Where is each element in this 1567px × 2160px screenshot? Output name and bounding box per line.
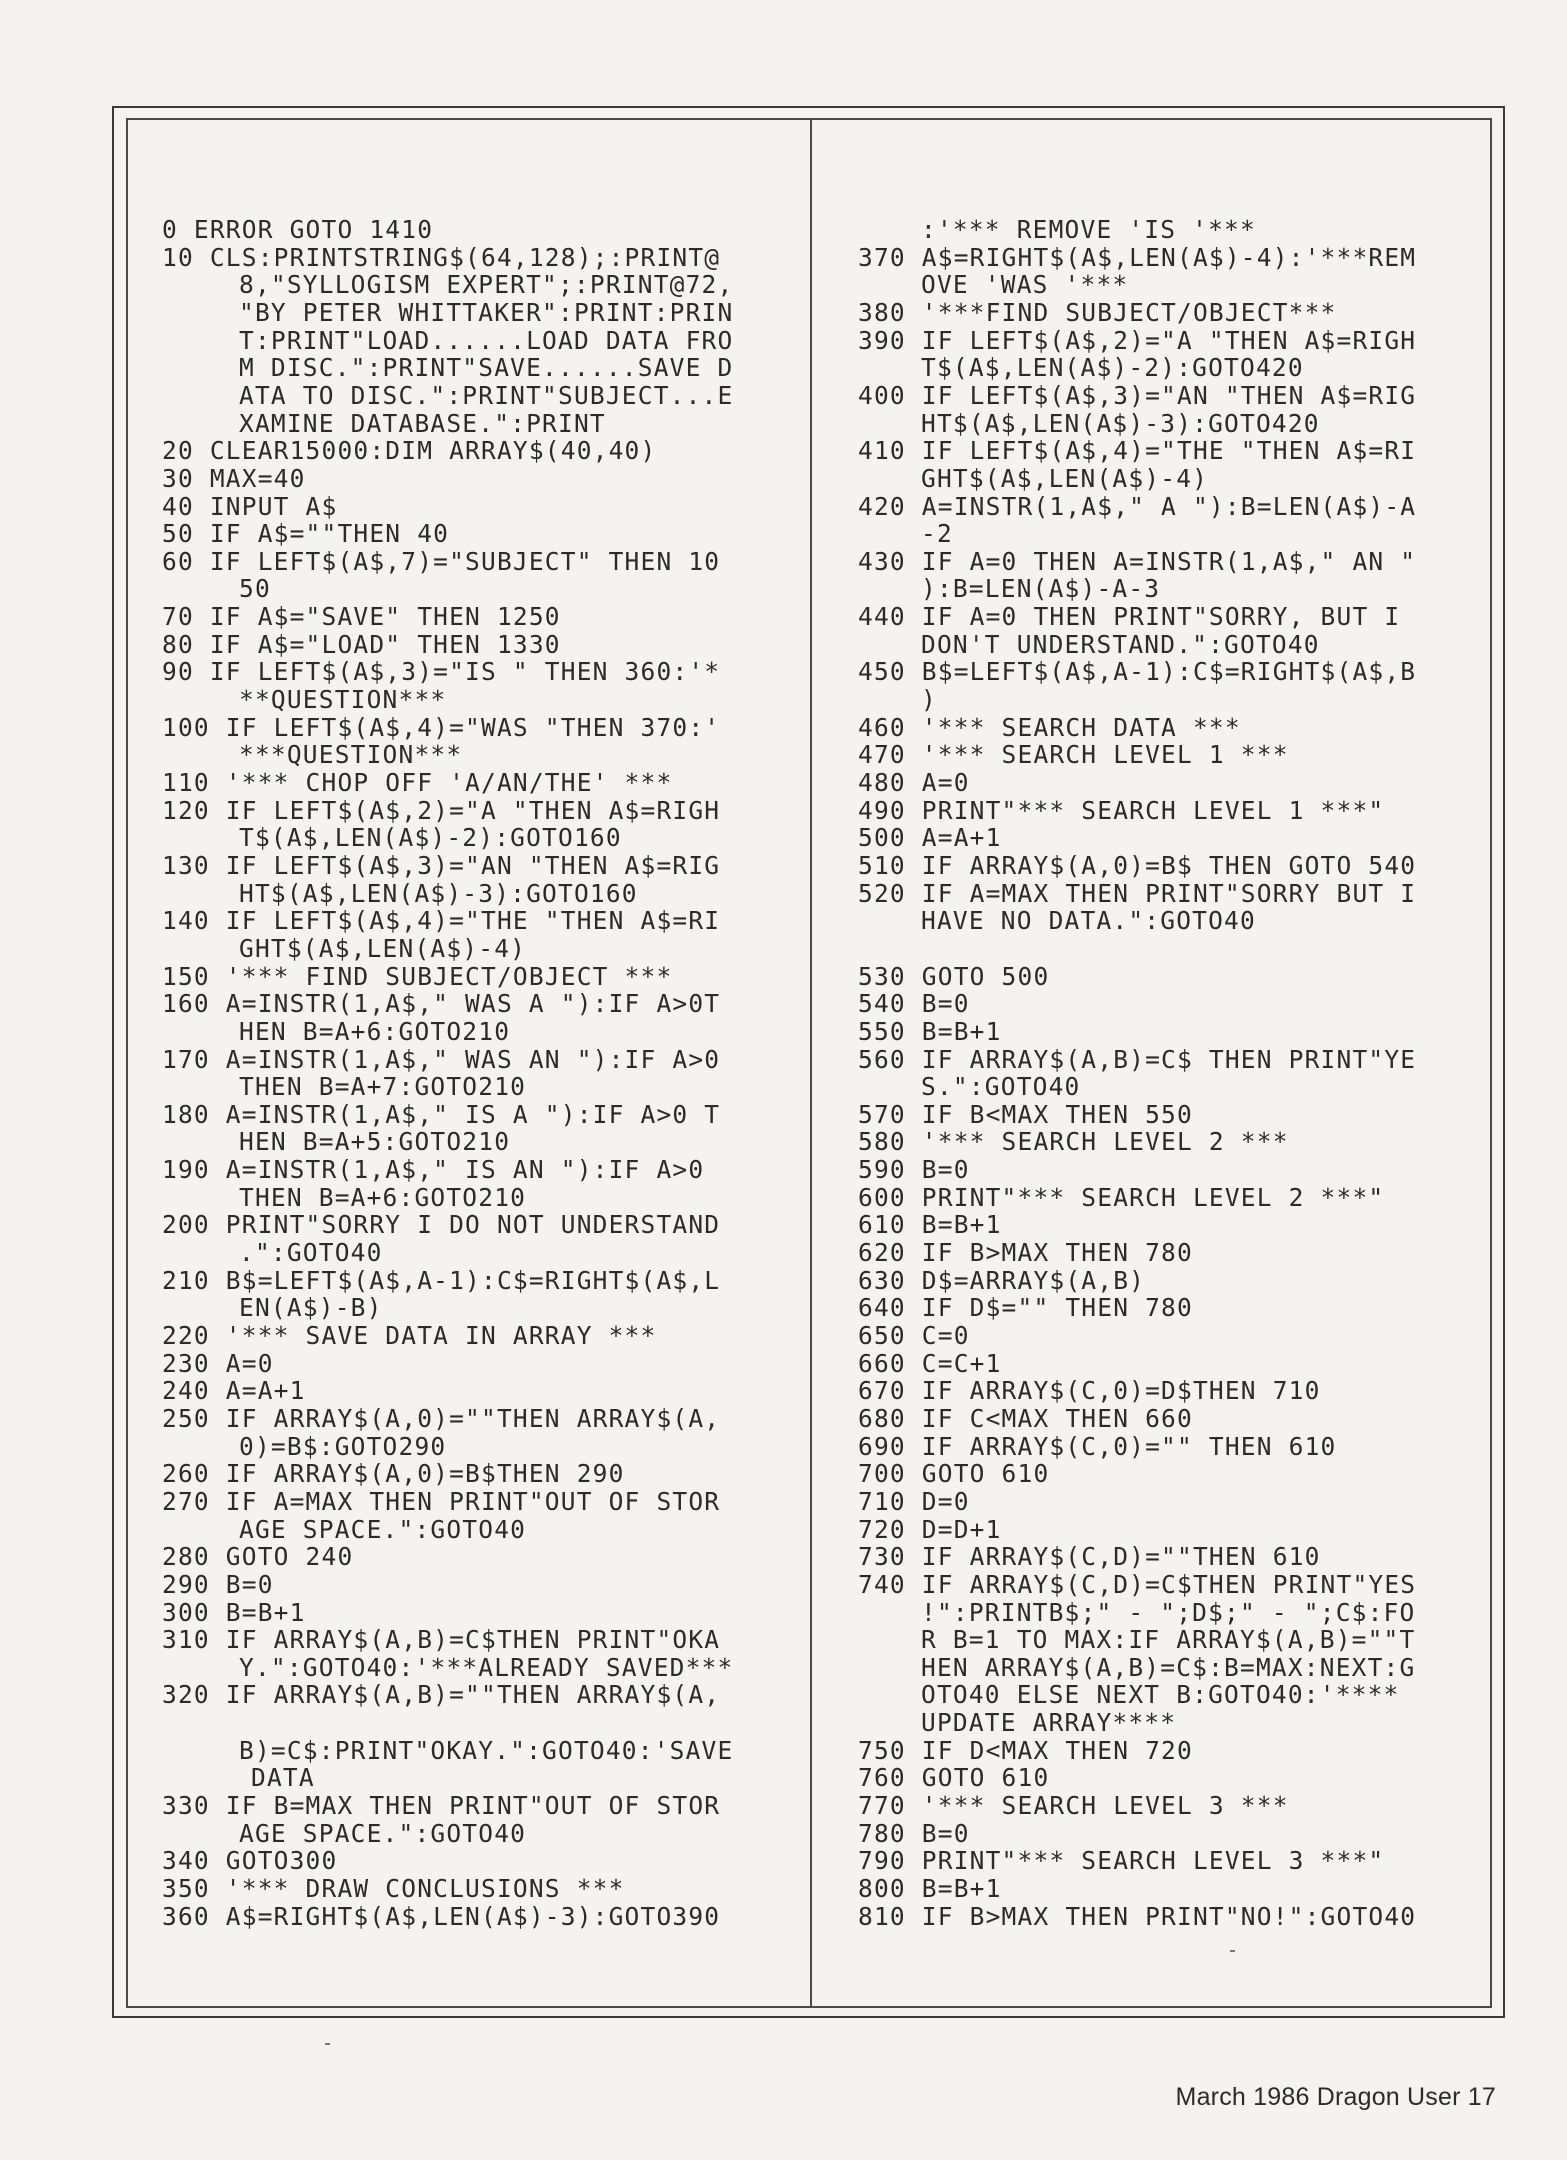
code-line: 190 A=INSTR(1,A$," IS AN "):IF A>0 <box>162 1155 705 1185</box>
code-line: 100 IF LEFT$(A$,4)="WAS "THEN 370:' <box>162 712 721 742</box>
code-line: 350 '*** DRAW CONCLUSIONS *** <box>162 1874 625 1903</box>
code-line: 120 IF LEFT$(A$,2)="A "THEN A$=RIGH <box>162 795 721 825</box>
code-line: 460 '*** SEARCH DATA *** <box>858 712 1241 742</box>
code-line: 150 '*** FIND SUBJECT/OBJECT *** <box>162 961 673 991</box>
code-line: OTO40 ELSE NEXT B:GOTO40:'**** <box>921 1680 1400 1710</box>
code-line: 620 IF B>MAX THEN 780 <box>858 1238 1193 1268</box>
code-line: 590 B=0 <box>858 1155 970 1185</box>
code-line: 240 A=A+1 <box>162 1376 306 1406</box>
code-line: 410 IF LEFT$(A$,4)="THE "THEN A$=RI <box>858 436 1417 466</box>
code-line: 760 GOTO 610 <box>858 1763 1050 1793</box>
code-line: 720 D=D+1 <box>858 1514 1002 1544</box>
code-line: 400 IF LEFT$(A$,3)="AN "THEN A$=RIG <box>858 380 1417 410</box>
code-line: 340 GOTO300 <box>162 1846 338 1876</box>
code-line: 60 IF LEFT$(A$,7)="SUBJECT" THEN 10 <box>162 546 721 576</box>
code-line: EN(A$)-B) <box>239 1293 383 1323</box>
code-line: UPDATE ARRAY**** <box>921 1708 1177 1738</box>
code-line: 650 C=0 <box>858 1321 970 1350</box>
code-line: ) <box>921 685 937 715</box>
code-line: B)=C$:PRINT"OKAY.":GOTO40:'SAVE <box>239 1735 734 1765</box>
code-line: T$(A$,LEN(A$)-2):GOTO160 <box>239 823 622 853</box>
code-line: 550 B=B+1 <box>858 1016 1002 1046</box>
code-line: HEN B=A+6:GOTO210 <box>239 1016 511 1046</box>
code-line: 670 IF ARRAY$(C,0)=D$THEN 710 <box>858 1376 1321 1406</box>
code-line: 790 PRINT"*** SEARCH LEVEL 3 ***" <box>858 1846 1385 1876</box>
code-line: 500 A=A+1 <box>858 823 1002 853</box>
code-line: DATA <box>251 1763 315 1793</box>
code-line: 510 IF ARRAY$(A,0)=B$ THEN GOTO 540 <box>858 850 1417 880</box>
code-line: 780 B=0 <box>858 1818 970 1848</box>
code-line: 570 IF B<MAX THEN 550 <box>858 1099 1193 1129</box>
code-line: 40 INPUT A$ <box>162 491 338 521</box>
code-line: .":GOTO40 <box>239 1238 383 1268</box>
code-line: 680 IF C<MAX THEN 660 <box>858 1403 1193 1433</box>
code-line: 250 IF ARRAY$(A,0)=""THEN ARRAY$(A, <box>162 1403 721 1433</box>
code-line: 710 D=0 <box>858 1486 970 1516</box>
code-line: THEN B=A+6:GOTO210 <box>239 1182 527 1212</box>
code-line: 170 A=INSTR(1,A$," WAS AN "):IF A>0 <box>162 1044 721 1074</box>
code-line: 440 IF A=0 THEN PRINT"SORRY, BUT I <box>858 602 1401 632</box>
code-line: 180 A=INSTR(1,A$," IS A "):IF A>0 T <box>162 1099 721 1129</box>
code-line: 470 '*** SEARCH LEVEL 1 *** <box>858 740 1289 770</box>
code-line: 370 A$=RIGHT$(A$,LEN(A$)-4):'***REM <box>858 242 1417 272</box>
code-line: 390 IF LEFT$(A$,2)="A "THEN A$=RIGH <box>858 325 1417 355</box>
code-line: 540 B=0 <box>858 989 970 1019</box>
code-line: ATA TO DISC.":PRINT"SUBJECT...E <box>239 380 734 410</box>
code-line: 810 IF B>MAX THEN PRINT"NO!":GOTO40 <box>858 1901 1417 1931</box>
code-line: AGE SPACE.":GOTO40 <box>239 1818 527 1848</box>
code-line: :'*** REMOVE 'IS '*** <box>921 215 1256 244</box>
code-line: 110 '*** CHOP OFF 'A/AN/THE' *** <box>162 768 673 797</box>
code-line: 20 CLEAR15000:DIM ARRAY$(40,40) <box>162 436 657 466</box>
code-line: 610 B=B+1 <box>858 1210 1002 1240</box>
code-line: **QUESTION*** <box>239 685 447 715</box>
code-line: -2 <box>921 519 953 549</box>
code-line: 450 B$=LEFT$(A$,A-1):C$=RIGHT$(A$,B <box>858 657 1417 687</box>
code-line: S.":GOTO40 <box>921 1072 1081 1102</box>
code-line: 8,"SYLLOGISM EXPERT";:PRINT@72, <box>239 270 734 300</box>
code-line: 280 GOTO 240 <box>162 1542 354 1572</box>
code-line: 210 B$=LEFT$(A$,A-1):C$=RIGHT$(A$,L <box>162 1265 721 1295</box>
code-line: 140 IF LEFT$(A$,4)="THE "THEN A$=RI <box>162 906 721 936</box>
code-line: 0 ERROR GOTO 1410 <box>162 215 434 244</box>
code-line: 70 IF A$="SAVE" THEN 1250 <box>162 602 561 632</box>
column-divider <box>810 118 812 2008</box>
code-line: 430 IF A=0 THEN A=INSTR(1,A$," AN " <box>858 546 1417 576</box>
code-line: 50 IF A$=""THEN 40 <box>162 519 450 549</box>
code-line: 220 '*** SAVE DATA IN ARRAY *** <box>162 1321 657 1350</box>
code-line: 200 PRINT"SORRY I DO NOT UNDERSTAND <box>162 1210 721 1240</box>
code-line: 560 IF ARRAY$(A,B)=C$ THEN PRINT"YE <box>858 1044 1417 1074</box>
code-line: HAVE NO DATA.":GOTO40 <box>921 906 1256 936</box>
page-footer: March 1986 Dragon User 17 <box>1175 2083 1496 2111</box>
code-line: AGE SPACE.":GOTO40 <box>239 1514 527 1544</box>
code-line: 800 B=B+1 <box>858 1874 1002 1903</box>
code-line: ***QUESTION*** <box>239 740 463 770</box>
code-line: 480 A=0 <box>858 768 970 797</box>
code-line: 580 '*** SEARCH LEVEL 2 *** <box>858 1127 1289 1157</box>
code-line: 80 IF A$="LOAD" THEN 1330 <box>162 629 561 659</box>
code-line: "BY PETER WHITTAKER":PRINT:PRIN <box>239 297 734 327</box>
code-line: THEN B=A+7:GOTO210 <box>239 1072 527 1102</box>
code-line: 770 '*** SEARCH LEVEL 3 *** <box>858 1791 1289 1821</box>
code-line: 750 IF D<MAX THEN 720 <box>858 1735 1193 1765</box>
code-line: DON'T UNDERSTAND.":GOTO40 <box>921 629 1320 659</box>
code-line: 0)=B$:GOTO290 <box>239 1431 447 1461</box>
print-speck <box>325 2043 330 2045</box>
code-line: HEN ARRAY$(A,B)=C$:B=MAX:NEXT:G <box>921 1652 1416 1682</box>
code-line: 260 IF ARRAY$(A,0)=B$THEN 290 <box>162 1459 625 1489</box>
code-line: 230 A=0 <box>162 1348 274 1378</box>
code-line: 520 IF A=MAX THEN PRINT"SORRY BUT I <box>858 878 1417 908</box>
code-line: T$(A$,LEN(A$)-2):GOTO420 <box>921 353 1304 383</box>
code-line: Y.":GOTO40:'***ALREADY SAVED*** <box>239 1652 734 1682</box>
code-line: 30 MAX=40 <box>162 463 306 493</box>
code-line: 270 IF A=MAX THEN PRINT"OUT OF STOR <box>162 1486 721 1516</box>
code-line: GHT$(A$,LEN(A$)-4) <box>239 933 527 963</box>
code-line: ):B=LEN(A$)-A-3 <box>921 574 1161 604</box>
print-speck <box>1230 1950 1235 1952</box>
code-line: 330 IF B=MAX THEN PRINT"OUT OF STOR <box>162 1791 721 1821</box>
code-line: M DISC.":PRINT"SAVE......SAVE D <box>239 353 734 383</box>
code-line: 290 B=0 <box>162 1569 274 1599</box>
code-line: 740 IF ARRAY$(C,D)=C$THEN PRINT"YES <box>858 1569 1417 1599</box>
code-line: 300 B=B+1 <box>162 1597 306 1627</box>
code-line: R B=1 TO MAX:IF ARRAY$(A,B)=""T <box>921 1625 1416 1655</box>
code-line: 360 A$=RIGHT$(A$,LEN(A$)-3):GOTO390 <box>162 1901 721 1931</box>
code-line: 130 IF LEFT$(A$,3)="AN "THEN A$=RIG <box>162 850 721 880</box>
code-line: 160 A=INSTR(1,A$," WAS A "):IF A>0T <box>162 989 721 1019</box>
code-line: 50 <box>239 574 271 604</box>
code-line: 530 GOTO 500 <box>858 961 1050 991</box>
code-line: 660 C=C+1 <box>858 1348 1002 1378</box>
code-line: 420 A=INSTR(1,A$," A "):B=LEN(A$)-A <box>858 491 1417 521</box>
code-line: 600 PRINT"*** SEARCH LEVEL 2 ***" <box>858 1182 1385 1212</box>
code-line: 320 IF ARRAY$(A,B)=""THEN ARRAY$(A, <box>162 1680 721 1710</box>
code-line: 630 D$=ARRAY$(A,B) <box>858 1265 1146 1295</box>
code-line: 10 CLS:PRINTSTRING$(64,128);:PRINT@ <box>162 242 721 272</box>
code-line: !":PRINTB$;" - ";D$;" - ";C$:FO <box>921 1597 1416 1627</box>
code-line: 90 IF LEFT$(A$,3)="IS " THEN 360:'* <box>162 657 721 687</box>
code-line: HT$(A$,LEN(A$)-3):GOTO160 <box>239 878 638 908</box>
code-line: XAMINE DATABASE.":PRINT <box>239 408 606 438</box>
code-line: GHT$(A$,LEN(A$)-4) <box>921 463 1209 493</box>
code-line: T:PRINT"LOAD......LOAD DATA FRO <box>239 325 734 355</box>
code-line: 700 GOTO 610 <box>858 1459 1050 1489</box>
code-line: 690 IF ARRAY$(C,0)="" THEN 610 <box>858 1431 1337 1461</box>
code-line: HT$(A$,LEN(A$)-3):GOTO420 <box>921 408 1320 438</box>
code-line: 640 IF D$="" THEN 780 <box>858 1293 1193 1323</box>
code-line: OVE 'WAS '*** <box>921 270 1129 300</box>
code-line: 730 IF ARRAY$(C,D)=""THEN 610 <box>858 1542 1321 1572</box>
code-line: 380 '***FIND SUBJECT/OBJECT*** <box>858 297 1337 327</box>
code-line: HEN B=A+5:GOTO210 <box>239 1127 511 1157</box>
code-line: 490 PRINT"*** SEARCH LEVEL 1 ***" <box>858 795 1385 825</box>
code-line: 310 IF ARRAY$(A,B)=C$THEN PRINT"OKA <box>162 1625 721 1655</box>
